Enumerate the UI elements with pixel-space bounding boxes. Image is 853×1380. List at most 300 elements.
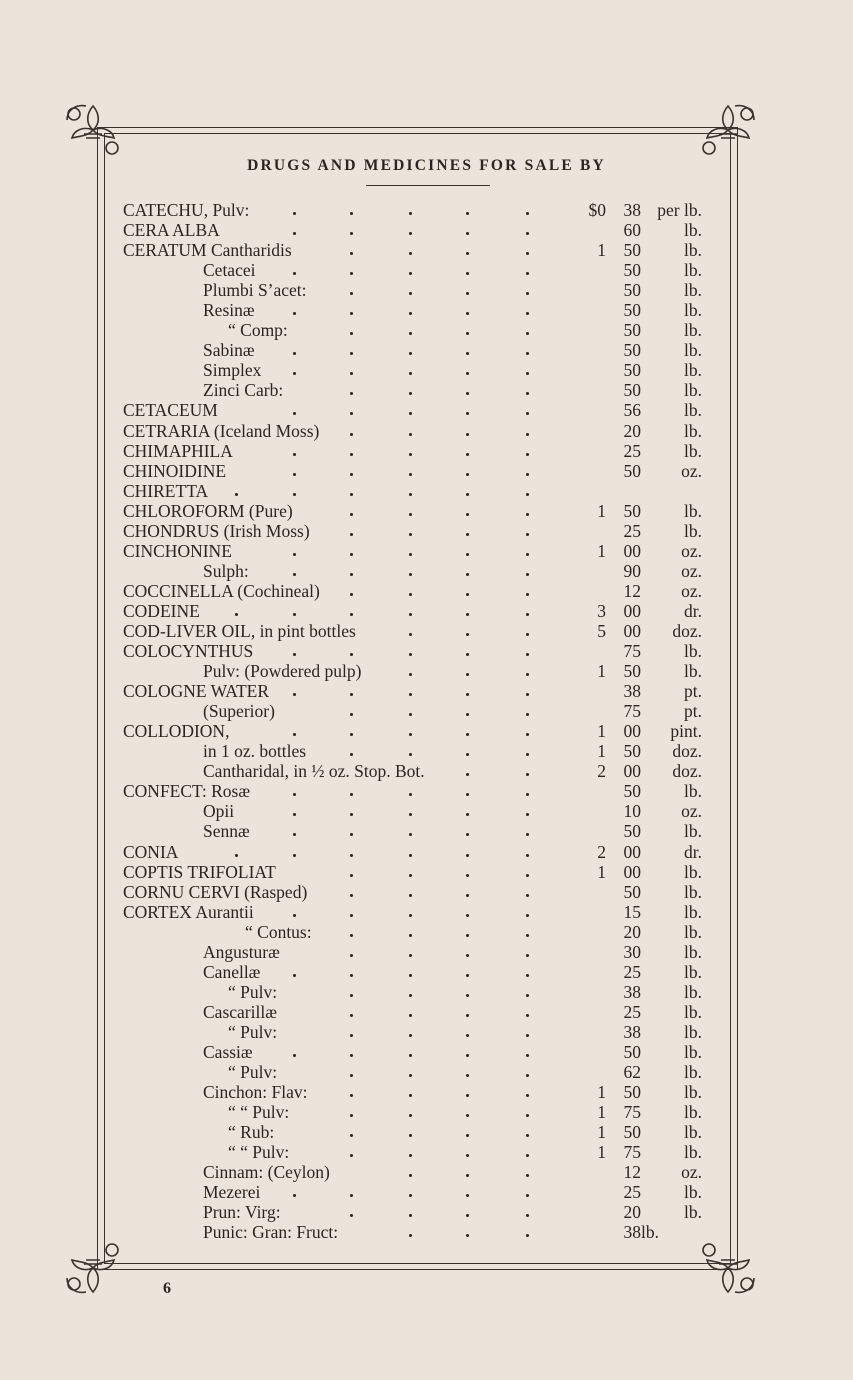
- leader-dot: [409, 954, 412, 957]
- price-unit: per lb.: [657, 200, 702, 220]
- leader-dot: [350, 693, 353, 696]
- leader-dot: [293, 412, 296, 415]
- leader-dots: [225, 441, 572, 461]
- price-cents: 75: [623, 701, 641, 722]
- leader-dot: [526, 412, 529, 415]
- item-name: Sabinæ: [203, 340, 255, 361]
- price-cents: 25: [623, 520, 641, 541]
- leader-dots: [225, 501, 572, 521]
- leader-dots: [225, 801, 572, 821]
- price-unit: lb.: [684, 1102, 702, 1123]
- leader-dot: [466, 352, 469, 355]
- item-name: COCCINELLA (Cochineal): [123, 580, 320, 601]
- price-unit: oz.: [681, 580, 702, 601]
- leader-dot: [466, 1054, 469, 1057]
- leader-dots: [225, 701, 572, 721]
- price-row: [0, 260, 853, 280]
- price-row: [0, 801, 853, 821]
- leader-dot: [409, 312, 412, 315]
- price-unit: doz.: [672, 761, 702, 782]
- leader-dot: [466, 613, 469, 616]
- price-unit: lb.: [684, 260, 702, 281]
- leader-dot: [526, 813, 529, 816]
- price-row: [0, 821, 853, 841]
- leader-dots: [225, 661, 572, 681]
- leader-dot: [526, 473, 529, 476]
- leader-dot: [293, 553, 296, 556]
- price-row: [0, 1002, 853, 1022]
- item-name: COLOGNE WATER: [123, 681, 269, 702]
- price-unit: lb.: [684, 941, 702, 962]
- item-name: Pulv: (Powdered pulp): [203, 661, 362, 682]
- price-row: [0, 1162, 853, 1182]
- leader-dot: [350, 312, 353, 315]
- item-name: in 1 oz. bottles: [203, 741, 307, 762]
- leader-dot: [466, 1234, 469, 1237]
- price-unit: lb.: [684, 921, 702, 942]
- leader-dot: [350, 1194, 353, 1197]
- price-dollars: 1: [597, 741, 606, 762]
- leader-dot: [526, 252, 529, 255]
- leader-dot: [409, 553, 412, 556]
- leader-dot: [350, 1114, 353, 1117]
- price-unit: lb.: [684, 320, 702, 341]
- leader-dot: [526, 793, 529, 796]
- leader-dot: [526, 372, 529, 375]
- page-header: DRUGS AND MEDICINES FOR SALE BY: [247, 157, 606, 174]
- leader-dot: [293, 733, 296, 736]
- leader-dot: [526, 573, 529, 576]
- leader-dot: [466, 232, 469, 235]
- price-row: [0, 882, 853, 902]
- price-unit: lb.: [684, 981, 702, 1002]
- leader-dots: [225, 541, 572, 561]
- price-row: [0, 421, 853, 441]
- leader-dot: [409, 1074, 412, 1077]
- price-row: [0, 641, 853, 661]
- item-name: CODEINE: [123, 600, 200, 621]
- leader-dot: [466, 874, 469, 877]
- price-cents: 50: [623, 280, 641, 301]
- leader-dot: [409, 493, 412, 496]
- price-dollars: 5: [597, 620, 606, 641]
- leader-dot: [350, 1154, 353, 1157]
- leader-dots: [225, 380, 572, 400]
- item-name: CHLOROFORM (Pure): [123, 500, 293, 521]
- price-dollars: 1: [597, 861, 606, 882]
- leader-dot: [293, 653, 296, 656]
- leader-dot: [350, 573, 353, 576]
- price-cents: 62: [623, 1062, 641, 1083]
- leader-dots: [225, 1002, 572, 1022]
- leader-dot: [526, 733, 529, 736]
- leader-dot: [409, 252, 412, 255]
- leader-dot: [350, 412, 353, 415]
- leader-dot: [350, 874, 353, 877]
- price-row: [0, 300, 853, 320]
- price-unit: pt.: [684, 701, 702, 722]
- item-name: Cinchon: Flav:: [203, 1082, 308, 1103]
- item-name: Canellæ: [203, 961, 261, 982]
- leader-dot: [350, 934, 353, 937]
- price-cents: 20: [623, 921, 641, 942]
- leader-dot: [235, 854, 238, 857]
- leader-dot: [466, 513, 469, 516]
- price-cents: 50: [623, 340, 641, 361]
- leader-dot: [526, 673, 529, 676]
- leader-dot: [350, 813, 353, 816]
- leader-dots: [225, 842, 572, 862]
- price-cents: 75: [623, 1142, 641, 1163]
- leader-dot: [409, 994, 412, 997]
- leader-dot: [466, 1194, 469, 1197]
- price-row: [0, 501, 853, 521]
- price-unit: lb.: [684, 1122, 702, 1143]
- price-unit: lb.: [684, 1001, 702, 1022]
- leader-dots: [225, 761, 572, 781]
- price-dollars: 1: [597, 540, 606, 561]
- leader-dot: [409, 593, 412, 596]
- item-name: “ Comp:: [228, 320, 288, 341]
- price-cents: 00: [623, 540, 641, 561]
- leader-dot: [293, 974, 296, 977]
- leader-dot: [409, 813, 412, 816]
- price-unit: lb.: [684, 1142, 702, 1163]
- price-row: [0, 842, 853, 862]
- leader-dot: [293, 493, 296, 496]
- leader-dots: [225, 1082, 572, 1102]
- price-unit: lb.: [684, 340, 702, 361]
- leader-dot: [526, 212, 529, 215]
- leader-dots: [225, 942, 572, 962]
- leader-dot: [350, 1214, 353, 1217]
- leader-dot: [526, 1094, 529, 1097]
- item-name: CORTEX Aurantii: [123, 901, 254, 922]
- price-row: [0, 380, 853, 400]
- leader-dot: [526, 954, 529, 957]
- leader-dot: [409, 473, 412, 476]
- item-name: CHONDRUS (Irish Moss): [123, 520, 310, 541]
- price-cents: 00: [623, 841, 641, 862]
- leader-dot: [409, 372, 412, 375]
- price-unit: pint.: [670, 721, 702, 742]
- leader-dot: [466, 773, 469, 776]
- item-name: COLLODION,: [123, 721, 230, 742]
- leader-dot: [409, 1234, 412, 1237]
- leader-dot: [466, 1074, 469, 1077]
- leader-dot: [466, 934, 469, 937]
- leader-dots: [225, 280, 572, 300]
- leader-dot: [466, 693, 469, 696]
- leader-dots: [225, 200, 572, 220]
- leader-dot: [350, 292, 353, 295]
- price-cents: 38: [623, 981, 641, 1002]
- item-name: (Superior): [203, 701, 275, 722]
- leader-dot: [526, 833, 529, 836]
- price-cents: 50: [623, 1082, 641, 1103]
- leader-dot: [293, 613, 296, 616]
- price-dollars: 3: [597, 600, 606, 621]
- price-row: [0, 1122, 853, 1142]
- leader-dot: [350, 894, 353, 897]
- leader-dots: [225, 1062, 572, 1082]
- leader-dots: [225, 260, 572, 280]
- leader-dot: [466, 793, 469, 796]
- price-row: [0, 621, 853, 641]
- price-cents: 90: [623, 560, 641, 581]
- price-row: [0, 240, 853, 260]
- price-cents: 50: [623, 500, 641, 521]
- leader-dot: [409, 1034, 412, 1037]
- leader-dot: [409, 1054, 412, 1057]
- leader-dots: [225, 721, 572, 741]
- leader-dot: [350, 513, 353, 516]
- price-unit: oz.: [681, 460, 702, 481]
- leader-dot: [350, 854, 353, 857]
- item-name: CETRARIA (Iceland Moss): [123, 420, 320, 441]
- price-unit: lb.: [684, 661, 702, 682]
- leader-dot: [466, 974, 469, 977]
- leader-dot: [526, 773, 529, 776]
- leader-dots: [225, 982, 572, 1002]
- leader-dot: [526, 312, 529, 315]
- price-unit: lb.: [684, 440, 702, 461]
- price-unit: doz.: [672, 741, 702, 762]
- price-cents: 38: [623, 681, 641, 702]
- leader-dot: [526, 753, 529, 756]
- price-row: [0, 1042, 853, 1062]
- leader-dot: [409, 433, 412, 436]
- price-cents: 15: [623, 901, 641, 922]
- leader-dots: [225, 821, 572, 841]
- leader-dot: [409, 352, 412, 355]
- leader-dot: [526, 1174, 529, 1177]
- item-name: Zinci Carb:: [203, 380, 284, 401]
- leader-dot: [409, 1214, 412, 1217]
- price-cents: 12: [623, 1162, 641, 1183]
- item-name: CATECHU, Pulv:: [123, 200, 250, 220]
- item-name: Angusturæ: [203, 941, 280, 962]
- leader-dot: [526, 1034, 529, 1037]
- leader-dot: [409, 292, 412, 295]
- leader-dot: [409, 733, 412, 736]
- leader-dot: [466, 312, 469, 315]
- leader-dot: [466, 212, 469, 215]
- price-dollars: 2: [597, 761, 606, 782]
- leader-dots: [225, 1202, 572, 1222]
- price-row: [0, 561, 853, 581]
- item-name: “ “ Pulv:: [228, 1102, 290, 1123]
- leader-dot: [350, 533, 353, 536]
- price-cents: 75: [623, 1102, 641, 1123]
- leader-dot: [466, 914, 469, 917]
- leader-dots: [225, 320, 572, 340]
- price-unit: lb.: [684, 240, 702, 261]
- leader-dot: [466, 1214, 469, 1217]
- leader-dot: [466, 713, 469, 716]
- leader-dot: [466, 533, 469, 536]
- price-row: [0, 681, 853, 701]
- price-unit: oz.: [681, 560, 702, 581]
- price-cents: 50: [623, 661, 641, 682]
- price-unit: lb.: [684, 1062, 702, 1083]
- leader-dot: [466, 833, 469, 836]
- leader-dot: [350, 1034, 353, 1037]
- leader-dots: [225, 882, 572, 902]
- price-row: [0, 1142, 853, 1162]
- price-cents: 30: [623, 941, 641, 962]
- leader-dot: [293, 854, 296, 857]
- leader-dot: [409, 1154, 412, 1157]
- price-unit: lb.: [684, 400, 702, 421]
- item-name: “ Pulv:: [228, 1062, 278, 1083]
- fleur-de-lis-ornament-bottom-right: [697, 1236, 759, 1298]
- price-row: [0, 761, 853, 781]
- leader-dots: [225, 1162, 572, 1182]
- leader-dots: [225, 220, 572, 240]
- leader-dot: [466, 1014, 469, 1017]
- price-row: [0, 1182, 853, 1202]
- leader-dot: [350, 372, 353, 375]
- price-row: [0, 661, 853, 681]
- leader-dot: [466, 292, 469, 295]
- leader-dot: [526, 1014, 529, 1017]
- price-row: [0, 721, 853, 741]
- leader-dot: [350, 1094, 353, 1097]
- price-row: [0, 481, 853, 501]
- item-name: Opii: [203, 801, 235, 822]
- leader-dot: [350, 1014, 353, 1017]
- price-unit: lb.: [641, 1222, 659, 1243]
- leader-dots: [225, 1122, 572, 1142]
- leader-dot: [350, 733, 353, 736]
- leader-dots: [225, 360, 572, 380]
- leader-dot: [466, 813, 469, 816]
- leader-dot: [526, 1114, 529, 1117]
- leader-dot: [526, 292, 529, 295]
- item-name: CONIA: [123, 841, 179, 862]
- leader-dot: [466, 894, 469, 897]
- leader-dots: [225, 421, 572, 441]
- leader-dot: [350, 593, 353, 596]
- leader-dot: [350, 1054, 353, 1057]
- item-name: COPTIS TRIFOLIAT: [123, 861, 276, 882]
- price-cents: 00: [623, 620, 641, 641]
- leader-dot: [409, 212, 412, 215]
- price-dollars: 1: [597, 500, 606, 521]
- leader-dot: [409, 1174, 412, 1177]
- price-row: [0, 701, 853, 721]
- price-row: [0, 581, 853, 601]
- leader-dot: [409, 793, 412, 796]
- leader-dots: [225, 601, 572, 621]
- fleur-de-lis-ornament-top-right: [697, 100, 759, 162]
- leader-dots: [225, 1182, 572, 1202]
- price-unit: oz.: [681, 1162, 702, 1183]
- price-row: [0, 1062, 853, 1082]
- leader-dot: [466, 854, 469, 857]
- leader-dot: [526, 232, 529, 235]
- price-dollars: 1: [597, 1102, 606, 1123]
- leader-dot: [350, 954, 353, 957]
- leader-dot: [466, 573, 469, 576]
- price-row: [0, 360, 853, 380]
- price-unit: lb.: [684, 220, 702, 241]
- price-unit: oz.: [681, 801, 702, 822]
- leader-dots: [225, 581, 572, 601]
- leader-dot: [293, 914, 296, 917]
- leader-dot: [409, 613, 412, 616]
- leader-dot: [526, 1214, 529, 1217]
- leader-dot: [466, 252, 469, 255]
- leader-dot: [526, 653, 529, 656]
- item-name: “ Rub:: [228, 1122, 275, 1143]
- leader-dot: [409, 392, 412, 395]
- leader-dot: [466, 1034, 469, 1037]
- leader-dot: [350, 713, 353, 716]
- price-row: [0, 1102, 853, 1122]
- leader-dots: [225, 1142, 572, 1162]
- leader-dot: [350, 553, 353, 556]
- leader-dot: [409, 974, 412, 977]
- price-dollars: 1: [597, 240, 606, 261]
- item-name: Plumbi S’acet:: [203, 280, 307, 301]
- price-row: [0, 982, 853, 1002]
- price-cents: 50: [623, 821, 641, 842]
- price-row: [0, 400, 853, 420]
- leader-dot: [466, 453, 469, 456]
- price-unit: lb.: [684, 821, 702, 842]
- price-unit: lb.: [684, 1182, 702, 1203]
- item-name: CINCHONINE: [123, 540, 232, 561]
- leader-dot: [409, 854, 412, 857]
- leader-dot: [466, 392, 469, 395]
- price-unit: lb.: [684, 280, 702, 301]
- price-cents: 00: [623, 761, 641, 782]
- item-name: CETACEUM: [123, 400, 218, 421]
- leader-dot: [293, 212, 296, 215]
- price-cents: 38: [623, 1222, 641, 1243]
- leader-dot: [526, 1074, 529, 1077]
- leader-dot: [350, 753, 353, 756]
- price-unit: lb.: [684, 861, 702, 882]
- leader-dot: [526, 493, 529, 496]
- price-cents: 12: [623, 580, 641, 601]
- price-row: [0, 962, 853, 982]
- leader-dot: [293, 1054, 296, 1057]
- price-row: [0, 902, 853, 922]
- price-row: [0, 280, 853, 300]
- leader-dot: [466, 1114, 469, 1117]
- leader-dot: [235, 613, 238, 616]
- leader-dot: [350, 613, 353, 616]
- price-cents: 50: [623, 781, 641, 802]
- leader-dot: [526, 693, 529, 696]
- leader-dot: [350, 473, 353, 476]
- header-rule: [366, 185, 490, 186]
- leader-dot: [409, 653, 412, 656]
- price-cents: 50: [623, 240, 641, 261]
- leader-dot: [526, 994, 529, 997]
- item-name: Sulph:: [203, 560, 249, 581]
- item-name: Cetacei: [203, 260, 256, 281]
- leader-dots: [225, 1042, 572, 1062]
- price-unit: lb.: [684, 300, 702, 321]
- leader-dot: [350, 272, 353, 275]
- leader-dot: [466, 372, 469, 375]
- leader-dots: [225, 621, 572, 641]
- price-row: [0, 601, 853, 621]
